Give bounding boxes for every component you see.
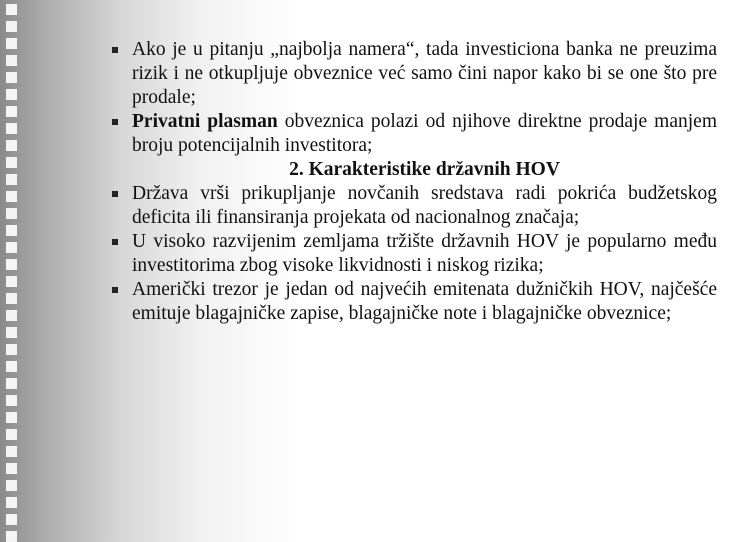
decorative-square	[6, 344, 17, 355]
decorative-square	[6, 497, 17, 508]
bullet-text: U visoko razvijenim zemljama tržište državnih HOV je popularno među investitorima zbog visoke likvidnosti i niskog rizika;	[132, 231, 717, 276]
decorative-square	[6, 242, 17, 253]
decorative-square-pattern	[0, 0, 26, 540]
decorative-square	[6, 208, 17, 219]
decorative-square	[6, 140, 17, 151]
bullet-item-3	[112, 182, 717, 230]
bullet-item-1	[112, 38, 717, 110]
bullet-square-icon	[112, 191, 118, 197]
decorative-square	[6, 174, 17, 185]
section-heading: 2. Karakteristike državnih HOV	[289, 159, 560, 180]
decorative-square	[6, 21, 17, 32]
decorative-square	[6, 293, 17, 304]
decorative-square	[6, 480, 17, 491]
decorative-square	[6, 259, 17, 270]
decorative-square	[6, 395, 17, 406]
bullet-square-icon	[112, 287, 118, 293]
decorative-square	[6, 310, 17, 321]
bullet-square-icon	[112, 119, 118, 125]
bullet-text: Ako je u pitanju „najbolja namera“, tada investiciona banka ne preuzima rizik i ne otkupljuje obveznice već samo čini napor kako bi se one što pre prodale;	[132, 39, 717, 108]
decorative-square	[6, 38, 17, 49]
decorative-square	[6, 446, 17, 457]
bullet-item-2	[112, 110, 717, 158]
bullet-square-icon	[112, 239, 118, 245]
decorative-square	[6, 327, 17, 338]
decorative-square	[6, 123, 17, 134]
decorative-square	[6, 378, 17, 389]
decorative-square	[6, 72, 17, 83]
decorative-square	[6, 157, 17, 168]
decorative-square	[6, 463, 17, 474]
bullet-bold-term: Privatni plasman	[132, 111, 278, 132]
bullet-item-4	[112, 230, 717, 278]
bullet-text: Američki trezor je jedan od najvećih emitenata dužničkih HOV, najčešće emituje blagajničke zapise, blagajničke note i blagajničke obveznice;	[132, 279, 717, 324]
bullet-text: Država vrši prikupljanje novčanih sredstava radi pokrića budžetskog deficita ili finansiranja projekata od nacionalnog značaja;	[132, 183, 717, 228]
slide-content	[112, 38, 717, 326]
decorative-square	[6, 531, 17, 542]
decorative-square	[6, 225, 17, 236]
decorative-square	[6, 89, 17, 100]
bullet-text: obveznica polazi od njihove direktne prodaje manjem broju potencijalnih investitora;	[132, 111, 717, 156]
decorative-square	[6, 429, 17, 440]
decorative-square	[6, 361, 17, 372]
decorative-square	[6, 106, 17, 117]
decorative-square	[6, 276, 17, 287]
decorative-square	[6, 514, 17, 525]
decorative-square	[6, 412, 17, 423]
decorative-square	[6, 4, 17, 15]
bullet-item-5	[112, 278, 717, 326]
decorative-square	[6, 191, 17, 202]
decorative-square	[6, 55, 17, 66]
bullet-square-icon	[112, 47, 118, 53]
